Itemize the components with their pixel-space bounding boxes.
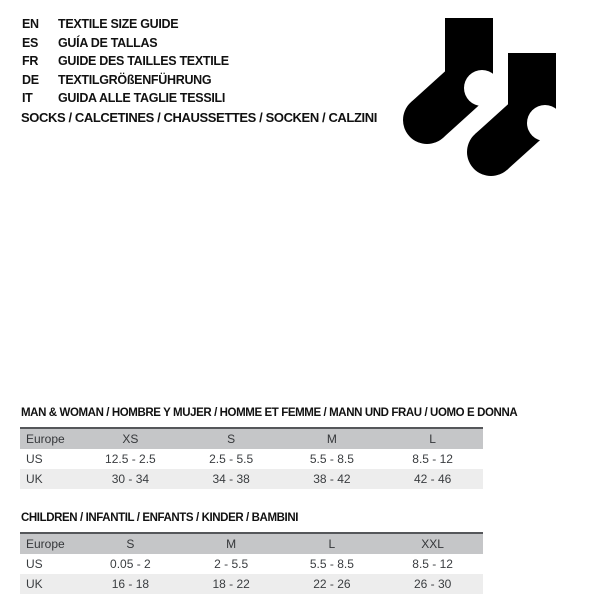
column-header-size: XXL bbox=[382, 533, 483, 554]
column-header-size: M bbox=[181, 533, 282, 554]
language-code: ES bbox=[22, 35, 39, 50]
column-header-size: XS bbox=[80, 428, 181, 449]
size-range-cell: 0.05 - 2 bbox=[110, 557, 151, 571]
size-table-man-woman bbox=[20, 427, 483, 489]
column-header-region: Europe bbox=[20, 428, 80, 449]
table-header-row bbox=[20, 533, 483, 554]
column-header-size: L bbox=[382, 428, 483, 449]
language-label: TEXTILGRÖßENFÜHRUNG bbox=[58, 72, 212, 87]
table-row-uk bbox=[20, 574, 483, 594]
column-header-size: M bbox=[282, 428, 383, 449]
language-code: DE bbox=[22, 72, 39, 87]
size-range-cell: 26 - 30 bbox=[413, 577, 452, 591]
man-woman-section bbox=[21, 407, 518, 489]
language-row bbox=[22, 52, 229, 71]
column-header-size: S bbox=[181, 428, 282, 449]
size-range-cell: 16 - 18 bbox=[111, 577, 150, 591]
size-range-cell: 5.5 - 8.5 bbox=[309, 557, 354, 571]
language-list bbox=[22, 15, 229, 108]
language-code: EN bbox=[22, 17, 39, 31]
size-range-cell: 8.5 - 12 bbox=[412, 557, 453, 571]
table-title: CHILDREN / INFANTIL / ENFANTS / KINDER / BAMBINI bbox=[21, 512, 299, 524]
language-row bbox=[22, 71, 229, 90]
column-header-region: Europe bbox=[20, 533, 80, 554]
row-label: UK bbox=[26, 472, 43, 486]
language-row bbox=[22, 15, 229, 34]
size-range-cell: 30 - 34 bbox=[111, 472, 150, 486]
language-code: IT bbox=[22, 91, 33, 105]
size-range-cell: 12.5 - 2.5 bbox=[105, 452, 156, 466]
category-title: SOCKS / CALCETINES / CHAUSSETTES / SOCKEN / CALZINI bbox=[21, 110, 377, 125]
table-row-us bbox=[20, 554, 483, 574]
language-label: GUIDA ALLE TAGLIE TESSILI bbox=[58, 91, 226, 105]
sock-heel-cutout bbox=[527, 105, 563, 141]
size-range-cell: 34 - 38 bbox=[212, 472, 250, 486]
size-range-cell: 5.5 - 8.5 bbox=[309, 452, 354, 466]
table-header-row bbox=[20, 428, 483, 449]
size-range-cell: 22 - 26 bbox=[313, 577, 351, 591]
language-label: GUIDE DES TAILLES TEXTILE bbox=[58, 54, 229, 68]
size-range-cell: 38 - 42 bbox=[313, 472, 351, 486]
socks-icon bbox=[400, 14, 565, 184]
size-range-cell: 2.5 - 5.5 bbox=[209, 452, 254, 466]
table-title: MAN & WOMAN / HOMBRE Y MUJER / HOMME ET FEMME / MANN UND FRAU / UOMO E DONNA bbox=[21, 407, 518, 419]
language-row bbox=[22, 89, 229, 108]
size-range-cell: 18 - 22 bbox=[212, 577, 250, 591]
row-label: US bbox=[26, 452, 43, 466]
table-row-us bbox=[20, 449, 483, 469]
language-row bbox=[22, 34, 229, 53]
sock-heel-cutout bbox=[464, 70, 500, 106]
row-label: US bbox=[26, 557, 43, 571]
size-range-cell: 8.5 - 12 bbox=[412, 452, 453, 466]
table-row-uk bbox=[20, 469, 483, 489]
size-range-cell: 42 - 46 bbox=[413, 472, 452, 486]
column-header-size: L bbox=[282, 533, 383, 554]
row-label: UK bbox=[26, 577, 43, 591]
size-table-children bbox=[20, 532, 483, 594]
language-label: TEXTILE SIZE GUIDE bbox=[58, 17, 179, 31]
children-section bbox=[21, 512, 484, 594]
column-header-size: S bbox=[80, 533, 181, 554]
size-range-cell: 2 - 5.5 bbox=[214, 557, 249, 571]
language-code: FR bbox=[22, 54, 39, 68]
language-label: GUÍA DE TALLAS bbox=[58, 35, 158, 50]
